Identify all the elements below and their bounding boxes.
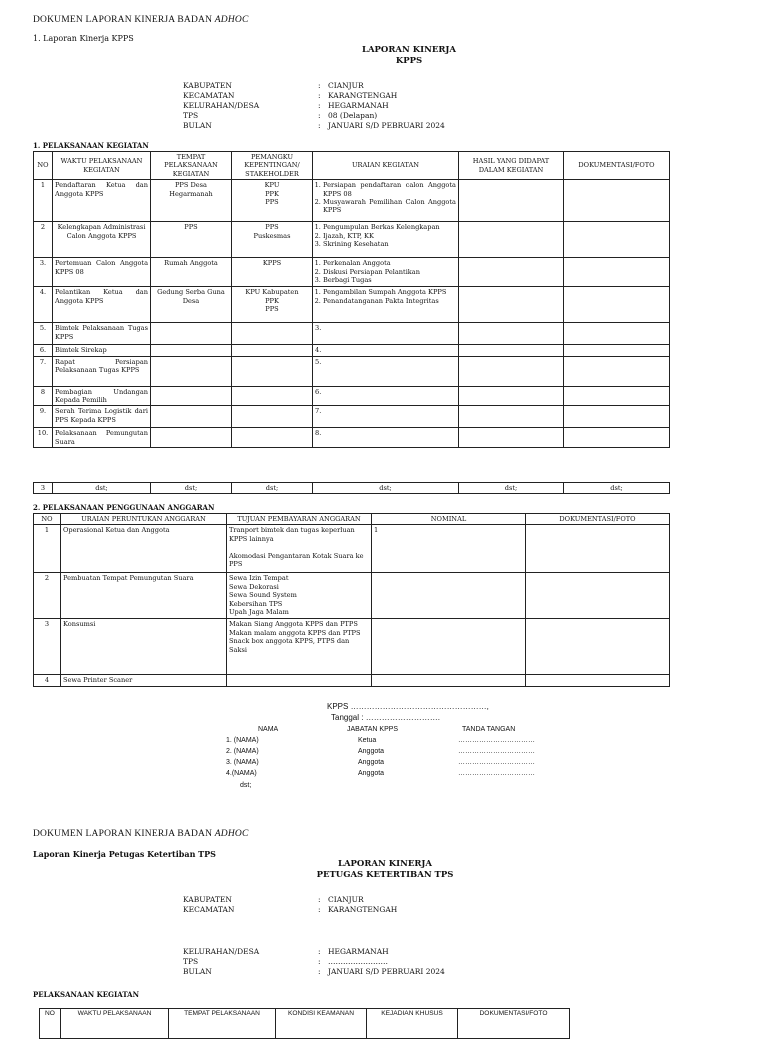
info-row	[183, 895, 397, 905]
signature-col-nama: NAMA	[258, 726, 279, 733]
cell-no: 8	[34, 386, 53, 406]
info-colon: :	[318, 967, 321, 976]
uraian-list	[315, 259, 456, 284]
cell-pemangku	[232, 345, 313, 356]
uraian-list	[315, 181, 456, 215]
anggaran-table-header	[34, 514, 670, 525]
cell-hasil	[459, 428, 564, 448]
table-row	[34, 573, 670, 619]
cell-tempat: Gedung Serba Guna Desa	[151, 287, 232, 323]
anggaran-table	[33, 513, 670, 687]
cell-uraian	[313, 258, 459, 287]
uraian-item: 2. Ijazah, KTP, KK	[323, 232, 456, 240]
cell-dokumentasi	[564, 323, 670, 345]
signature-line: ……………………………	[458, 748, 535, 755]
cell-no: 2	[34, 222, 53, 258]
column-header: WAKTU PELAKSANAAN KEGIATAN	[53, 152, 151, 180]
cell-dokumentasi	[564, 345, 670, 356]
cell-tujuan: Makan Siang Anggota KPPS dan PTPS Makan malam anggota KPPS dan PTPS Snack box anggota KPPS, PTPS dan Saksi	[227, 619, 372, 675]
table-row	[34, 222, 670, 258]
uraian-item: 2. Penandatanganan Pakta Integritas	[323, 297, 456, 305]
info-row	[183, 121, 445, 131]
document-header	[33, 15, 249, 25]
signature-role: Anggota	[358, 770, 385, 777]
column-header: WAKTU PELAKSANAAN	[61, 1009, 169, 1039]
cell-tujuan	[227, 675, 372, 687]
cell-hasil	[459, 323, 564, 345]
table-row	[34, 345, 670, 356]
cell-hasil	[459, 180, 564, 222]
info-key: KELURAHAN/DESA	[183, 101, 260, 110]
column-header: KEJADIAN KHUSUS	[367, 1009, 458, 1039]
cell-no: 1	[34, 525, 61, 573]
info-value: JANUARI S/D PEBRUARI 2024	[328, 121, 445, 130]
document-header-text: DOKUMEN LAPORAN KINERJA BADAN	[33, 15, 215, 25]
info-row	[183, 111, 445, 121]
cell-waktu: Pendaftaran Ketua dan Anggota KPPS	[53, 180, 151, 222]
info-colon: :	[318, 81, 321, 90]
tail-cell: dst;	[313, 483, 459, 494]
cell-tempat	[151, 356, 232, 386]
cell-dokumentasi	[526, 619, 670, 675]
cell-waktu: Bimtek Sirekap	[53, 345, 151, 356]
info-value: HEGARMANAH	[328, 947, 389, 956]
info-value: KARANGTENGAH	[328, 905, 398, 914]
column-header: NO	[40, 1009, 61, 1039]
cell-uraian	[313, 180, 459, 222]
cell-tempat	[151, 386, 232, 406]
cell-waktu: Pelaksanaan Pemungutan Suara	[53, 428, 151, 448]
cell-dokumentasi	[564, 222, 670, 258]
column-header: TEMPAT PELAKSANAAN KEGIATAN	[151, 152, 232, 180]
cell-hasil	[459, 345, 564, 356]
cell-waktu: Bimtek Pelaksanaan Tugas KPPS	[53, 323, 151, 345]
document-header-text: DOKUMEN LAPORAN KINERJA BADAN	[33, 829, 215, 839]
uraian-item: 1. Pengumpulan Berkas Kelengkapan	[323, 223, 456, 231]
report-title-line1: LAPORAN KINERJA	[337, 859, 433, 869]
document-header-2	[33, 829, 249, 839]
column-header: PEMANGKU KEPENTINGAN/ STAKEHOLDER	[232, 152, 313, 180]
info-value: CIANJUR	[328, 81, 364, 90]
info-key: BULAN	[183, 967, 212, 976]
cell-nominal	[372, 619, 526, 675]
info-row	[183, 947, 445, 957]
info-key: KECAMATAN	[183, 905, 235, 914]
tail-cell: dst;	[564, 483, 670, 494]
signature-role: Ketua	[358, 737, 377, 744]
cell-nominal	[372, 573, 526, 619]
cell-hasil	[459, 406, 564, 428]
cell-pemangku: KPU PPK PPS	[232, 180, 313, 222]
table-row	[34, 258, 670, 287]
info-colon: :	[318, 121, 321, 130]
signature-name: 1. (NAMA)	[226, 737, 259, 744]
cell-tempat: PPS	[151, 222, 232, 258]
cell-pemangku: KPU Kabupaten PPK PPS	[232, 287, 313, 323]
table-row	[34, 323, 670, 345]
kegiatan-table-continuation	[33, 482, 670, 494]
report-info-block	[183, 81, 445, 131]
info-value: KARANGTENGAH	[328, 91, 398, 100]
info-colon: :	[318, 947, 321, 956]
uraian-list	[315, 223, 456, 248]
table-row	[34, 428, 670, 448]
signature-col-jabatan: JABATAN KPPS	[347, 726, 399, 733]
info-key: KABUPATEN	[183, 895, 232, 904]
report-title-line2: PETUGAS KETERTIBAN TPS	[316, 870, 454, 880]
info-row	[183, 81, 445, 91]
column-header: DOKUMENTASI/FOTO	[458, 1009, 570, 1039]
cell-no: 5.	[34, 323, 53, 345]
kegiatan-table-body	[34, 180, 670, 448]
report-title	[334, 45, 484, 67]
uraian-item: 2. Diskusi Persiapan Pelantikan	[323, 268, 456, 276]
info-key: TPS	[183, 111, 199, 120]
report-info-block-2b	[183, 947, 445, 977]
uraian-item: 3. Berbagi Tugas	[323, 276, 456, 284]
cell-tempat: PPS Desa Hegarmanah	[151, 180, 232, 222]
table-row	[34, 356, 670, 386]
cell-uraian	[313, 287, 459, 323]
cell-no: 2	[34, 573, 61, 619]
signature-dst: dst;	[240, 782, 252, 789]
cell-tempat: Rumah Anggota	[151, 258, 232, 287]
report-title-line2: KPPS	[395, 56, 423, 66]
column-header: NO	[34, 514, 61, 525]
column-header: URAIAN KEGIATAN	[313, 152, 459, 180]
info-row	[183, 957, 445, 967]
kegiatan-table	[33, 151, 670, 448]
uraian-item: 1. Pengambilan Sumpah Anggota KPPS	[323, 288, 456, 296]
report-subheading: 1. Laporan Kinerja KPPS	[33, 34, 134, 43]
cell-uraian: Konsumsi	[61, 619, 227, 675]
cell-no: 4.	[34, 287, 53, 323]
column-header: NOMINAL	[372, 514, 526, 525]
section-title-anggaran: 2. PELAKSANAAN PENGGUNAAN ANGGARAN	[33, 503, 215, 512]
report-title-2	[290, 859, 480, 881]
info-colon: :	[318, 905, 321, 914]
tail-cell: 3	[34, 483, 53, 494]
table-row	[34, 483, 670, 494]
signature-name: 2. (NAMA)	[226, 748, 259, 755]
cell-tujuan: Tranport bimtek dan tugas keperluan KPPS lainnya Akomodasi Pengantaran Kotak Suara ke PPS	[227, 525, 372, 573]
report-subheading-2: Laporan Kinerja Petugas Ketertiban TPS	[33, 849, 216, 859]
tail-cell: dst;	[151, 483, 232, 494]
cell-dokumentasi	[564, 386, 670, 406]
tail-cell: dst;	[53, 483, 151, 494]
signature-line: ……………………………	[458, 759, 535, 766]
info-row	[183, 905, 397, 915]
tail-cell: dst;	[459, 483, 564, 494]
cell-pemangku	[232, 428, 313, 448]
cell-no: 4	[34, 675, 61, 687]
cell-pemangku	[232, 406, 313, 428]
signature-role: Anggota	[358, 748, 385, 755]
column-header: TEMPAT PELAKSANAAN	[169, 1009, 276, 1039]
cell-no: 3	[34, 619, 61, 675]
cell-uraian: Operasional Ketua dan Anggota	[61, 525, 227, 573]
cell-tujuan: Sewa Izin Tempat Sewa Dekorasi Sewa Sound System Kebersihan TPS Upah Jaga Malam	[227, 573, 372, 619]
uraian-item: 1. Persiapan pendaftaran calon Anggota KPPS 08	[323, 181, 456, 198]
cell-no: 6.	[34, 345, 53, 356]
kegiatan-table-header	[34, 152, 670, 180]
cell-waktu: Kelengkapan Administrasi Calon Anggota KPPS	[53, 222, 151, 258]
info-value: 08 (Delapan)	[328, 111, 378, 120]
cell-pemangku: PPS Puskesmas	[232, 222, 313, 258]
cell-dokumentasi	[564, 356, 670, 386]
cell-uraian: 6.	[313, 386, 459, 406]
anggaran-table-body	[34, 525, 670, 687]
cell-dokumentasi	[564, 406, 670, 428]
cell-uraian: 5.	[313, 356, 459, 386]
report-info-block-2a	[183, 895, 397, 915]
cell-tempat	[151, 323, 232, 345]
cell-nominal	[372, 675, 526, 687]
cell-hasil	[459, 386, 564, 406]
uraian-item: 1. Perkenalan Anggota	[323, 259, 456, 267]
tail-cell: dst;	[232, 483, 313, 494]
cell-uraian: 7.	[313, 406, 459, 428]
cell-waktu: Pembagian Undangan Kepada Pemilih	[53, 386, 151, 406]
uraian-item: 3. Skrining Kesehatan	[323, 240, 456, 248]
cell-pemangku	[232, 386, 313, 406]
cell-waktu: Pertemuan Calon Anggota KPPS 08	[53, 258, 151, 287]
cell-uraian: 8.	[313, 428, 459, 448]
cell-pemangku	[232, 323, 313, 345]
signature-line: ……………………………	[458, 737, 535, 744]
signature-date-line: Tanggal : ……………………….	[331, 713, 440, 722]
cell-hasil	[459, 222, 564, 258]
cell-uraian	[313, 222, 459, 258]
cell-dokumentasi	[564, 287, 670, 323]
cell-no: 1	[34, 180, 53, 222]
signature-col-ttd: TANDA TANGAN	[462, 726, 516, 733]
info-value: HEGARMANAH	[328, 101, 389, 110]
table-row	[34, 525, 670, 573]
column-header: DOKUMENTASI/FOTO	[564, 152, 670, 180]
info-value: ……………………	[328, 957, 388, 966]
signature-name: 4.(NAMA)	[226, 770, 257, 777]
uraian-list	[315, 288, 456, 305]
column-header: URAIAN PERUNTUKAN ANGGARAN	[61, 514, 227, 525]
cell-waktu: Pelantikan Ketua dan Anggota KPPS	[53, 287, 151, 323]
table-row	[34, 675, 670, 687]
info-value: CIANJUR	[328, 895, 364, 904]
table-row	[34, 287, 670, 323]
table-row	[34, 180, 670, 222]
section-title-kegiatan-2: PELAKSANAAN KEGIATAN	[33, 990, 139, 999]
info-row	[183, 91, 445, 101]
signature-line: ……………………………	[458, 770, 535, 777]
signature-role: Anggota	[358, 759, 385, 766]
cell-uraian: Pembuatan Tempat Pemungutan Suara	[61, 573, 227, 619]
cell-tempat	[151, 406, 232, 428]
cell-dokumentasi	[564, 428, 670, 448]
signature-kpps-line: KPPS ……………………………………………,	[327, 702, 489, 711]
cell-pemangku	[232, 356, 313, 386]
cell-no: 7.	[34, 356, 53, 386]
cell-no: 3.	[34, 258, 53, 287]
report-title-line1: LAPORAN KINERJA	[361, 45, 457, 55]
cell-nominal: 1	[372, 525, 526, 573]
info-key: KELURAHAN/DESA	[183, 947, 260, 956]
table-row	[34, 619, 670, 675]
uraian-item: 2. Musyawarah Pemilihan Calon Anggota KPPS	[323, 198, 456, 215]
column-header: NO	[34, 152, 53, 180]
info-key: KABUPATEN	[183, 81, 232, 90]
info-key: BULAN	[183, 121, 212, 130]
cell-tempat	[151, 345, 232, 356]
column-header: KONDISI KEAMANAN	[276, 1009, 367, 1039]
cell-dokumentasi	[564, 180, 670, 222]
info-key: TPS	[183, 957, 199, 966]
cell-waktu: Serah Terima Logistik dari PPS Kepada KPPS	[53, 406, 151, 428]
info-colon: :	[318, 895, 321, 904]
cell-uraian: 4.	[313, 345, 459, 356]
info-colon: :	[318, 111, 321, 120]
cell-uraian: 3.	[313, 323, 459, 345]
info-key: KECAMATAN	[183, 91, 235, 100]
table-row	[34, 406, 670, 428]
cell-tempat	[151, 428, 232, 448]
info-row	[183, 101, 445, 111]
table-row	[34, 386, 670, 406]
section-title-kegiatan: 1. PELAKSANAAN KEGIATAN	[33, 141, 149, 150]
cell-dokumentasi	[526, 525, 670, 573]
cell-waktu: Rapat Persiapan Pelaksanaan Tugas KPPS	[53, 356, 151, 386]
cell-no: 10.	[34, 428, 53, 448]
signature-name: 3. (NAMA)	[226, 759, 259, 766]
cell-dokumentasi	[564, 258, 670, 287]
cell-hasil	[459, 258, 564, 287]
document-header-italic: ADHOC	[214, 829, 249, 839]
cell-hasil	[459, 356, 564, 386]
info-colon: :	[318, 957, 321, 966]
cell-dokumentasi	[526, 573, 670, 619]
cell-pemangku: KPPS	[232, 258, 313, 287]
info-colon: :	[318, 101, 321, 110]
info-row	[183, 967, 445, 977]
document-header-italic: ADHOC	[214, 15, 249, 25]
cell-no: 9.	[34, 406, 53, 428]
info-value: JANUARI S/D PEBRUARI 2024	[328, 967, 445, 976]
cell-hasil	[459, 287, 564, 323]
cell-uraian: Sewa Printer Scaner	[61, 675, 227, 687]
info-colon: :	[318, 91, 321, 100]
cell-dokumentasi	[526, 675, 670, 687]
column-header: DOKUMENTASI/FOTO	[526, 514, 670, 525]
column-header: HASIL YANG DIDAPAT DALAM KEGIATAN	[459, 152, 564, 180]
column-header: TUJUAN PEMBAYARAN ANGGARAN	[227, 514, 372, 525]
